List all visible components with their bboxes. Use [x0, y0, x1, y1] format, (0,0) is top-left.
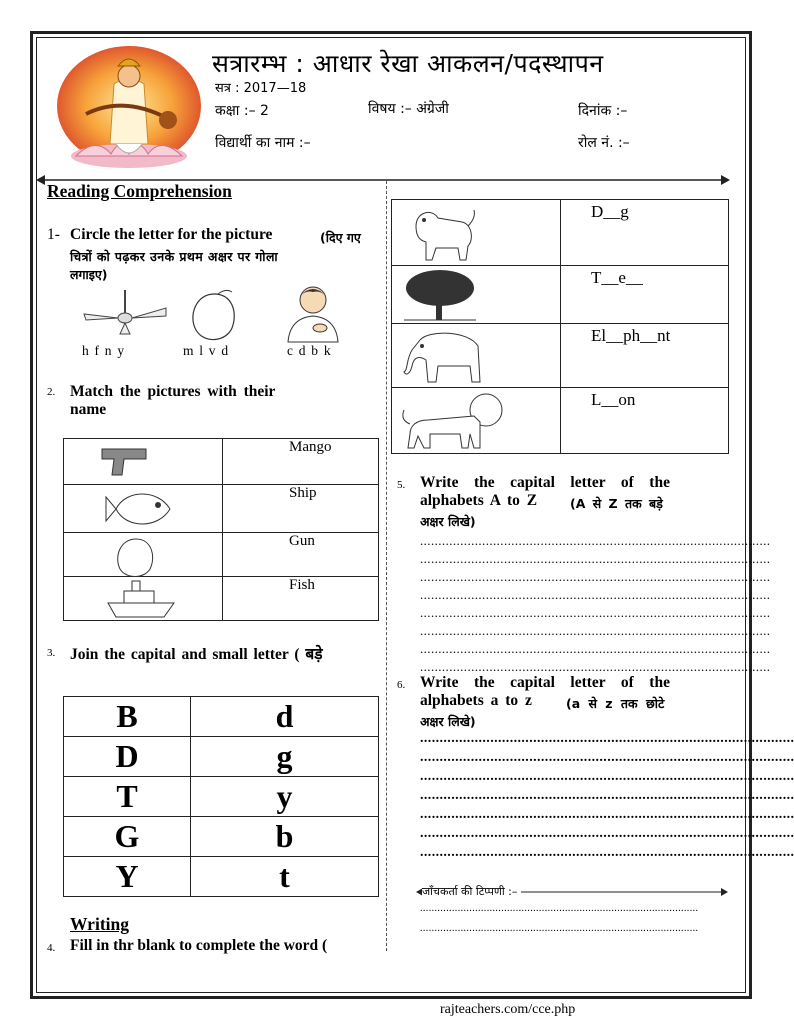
match-name-cell: Fish	[223, 577, 379, 621]
match-picture-cell	[64, 439, 223, 485]
q6-number: 6.	[397, 679, 406, 691]
match-name-cell: Ship	[223, 485, 379, 533]
q5-text-a: Write the capital letter of the	[420, 474, 670, 491]
capital-letter-cell: D	[64, 737, 191, 777]
examiner-remark-label: जाँचकर्ता की टिप्पणी :–	[422, 884, 521, 899]
remark-line[interactable]: ................................................................................................	[420, 903, 699, 914]
q4-text: Fill in thr blank to complete the word (	[70, 937, 328, 954]
q1-options-mango: m l v d	[183, 343, 230, 358]
tree-icon	[402, 268, 478, 322]
small-letter-cell: y	[191, 777, 379, 817]
q3-number: 3.	[47, 647, 56, 659]
q1-options-boy: c d b k	[287, 343, 332, 358]
q6-answer-line[interactable]: ................................................................................................	[420, 826, 794, 841]
word-picture-cell	[392, 324, 561, 388]
q5-answer-line[interactable]: ................................................................................................	[420, 659, 771, 674]
elephant-icon	[398, 326, 484, 386]
q6-answer-line[interactable]: ................................................................................................	[420, 750, 794, 765]
q6-text-b: alphabets a to z	[420, 692, 532, 709]
q6-answer-line[interactable]: ................................................................................................	[420, 845, 794, 860]
ship-icon	[104, 579, 178, 619]
q6-hindi-a: (a से z तक छोटे	[566, 696, 665, 711]
q1-hindi-a: (दिए गए	[320, 230, 361, 245]
q2-text-b: name	[70, 401, 107, 418]
word-picture-cell	[392, 388, 561, 454]
class-label: कक्षा :– 2	[215, 103, 269, 119]
match-table	[63, 438, 379, 621]
mango-icon	[114, 535, 158, 577]
q6-answer-line[interactable]: ................................................................................................	[420, 807, 794, 822]
q5-answer-line[interactable]: ................................................................................................	[420, 533, 771, 548]
fish-icon	[104, 487, 178, 531]
date-label: दिनांक :–	[578, 103, 628, 119]
match-name-cell: Mango	[223, 439, 379, 485]
q5-hindi-b: अक्षर लिखे)	[420, 514, 476, 529]
mango-icon	[188, 288, 240, 344]
gun-icon	[100, 441, 152, 481]
footer-url[interactable]: rajteachers.com/cce.php	[440, 1002, 576, 1017]
remark-line[interactable]: ................................................................................................	[420, 923, 699, 934]
q5-answer-line[interactable]: ................................................................................................	[420, 551, 771, 566]
q6-answer-line[interactable]: ................................................................................................	[420, 731, 794, 746]
page-title: सत्रारम्भ : आधार रेखा आकलन/पदस्थापन	[212, 49, 604, 78]
small-letter-cell: d	[191, 697, 379, 737]
small-letter-cell: b	[191, 817, 379, 857]
join-letters-table	[63, 696, 379, 897]
capital-letter-cell: T	[64, 777, 191, 817]
subject-label: विषय :– अंग्रेजी	[368, 101, 449, 117]
q1-hindi-b: चित्रों को पढ़कर उनके प्रथम अक्षर पर गोला	[70, 249, 279, 264]
q5-answer-line[interactable]: ................................................................................................	[420, 587, 771, 602]
match-picture-cell	[64, 577, 223, 621]
word-blank-cell: L__on	[561, 388, 729, 454]
small-letter-cell: t	[191, 857, 379, 897]
section-title: Reading Comprehension	[47, 181, 232, 201]
q5-number: 5.	[397, 479, 406, 491]
word-picture-cell	[392, 266, 561, 324]
column-divider	[386, 181, 387, 951]
student-name-label: विद्यार्थी का नाम :–	[215, 135, 311, 151]
saraswati-logo	[56, 44, 202, 168]
word-blank-cell: El__ph__nt	[561, 324, 729, 388]
word-blank-cell: D__g	[561, 200, 729, 266]
capital-letter-cell: B	[64, 697, 191, 737]
lion-icon	[398, 390, 508, 452]
q5-hindi-a: (A से Z तक बड़े	[570, 496, 663, 511]
writing-title: Writing	[70, 914, 129, 934]
q5-answer-line[interactable]: ................................................................................................	[420, 641, 771, 656]
q1-hindi-c: लगाइए)	[70, 267, 108, 282]
capital-letter-cell: G	[64, 817, 191, 857]
q6-hindi-b: अक्षर लिखे)	[420, 714, 476, 729]
q6-answer-line[interactable]: ................................................................................................	[420, 769, 794, 784]
q3-text: Join the capital and small letter ( बड़े	[70, 646, 323, 663]
match-picture-cell	[64, 533, 223, 577]
word-blank-cell: T__e__	[561, 266, 729, 324]
q4-number: 4.	[47, 942, 56, 954]
q5-answer-line[interactable]: ................................................................................................	[420, 569, 771, 584]
match-picture-cell	[64, 485, 223, 533]
boy-icon	[280, 282, 346, 344]
q6-answer-line[interactable]: ................................................................................................	[420, 788, 794, 803]
q6-text-a: Write the capital letter of the	[420, 674, 670, 691]
ceiling-fan-icon	[82, 288, 168, 336]
q5-text-b: alphabets A to Z	[420, 492, 538, 509]
q5-answer-line[interactable]: ................................................................................................	[420, 623, 771, 638]
q5-answer-line[interactable]: ................................................................................................	[420, 605, 771, 620]
roll-number-label: रोल नं. :–	[578, 135, 630, 151]
q2-number: 2.	[47, 386, 56, 398]
fill-blank-table	[391, 199, 729, 454]
small-letter-cell: g	[191, 737, 379, 777]
q1-text: Circle the letter for the picture	[70, 226, 273, 243]
q1-options-fan: h f n y	[82, 343, 126, 358]
q1-number: 1-	[47, 226, 60, 243]
session-label: सत्र : 2017—18	[215, 81, 307, 96]
dog-icon	[402, 202, 478, 262]
q2-text-a: Match the pictures with their	[70, 383, 276, 400]
capital-letter-cell: Y	[64, 857, 191, 897]
word-picture-cell	[392, 200, 561, 266]
match-name-cell: Gun	[223, 533, 379, 577]
